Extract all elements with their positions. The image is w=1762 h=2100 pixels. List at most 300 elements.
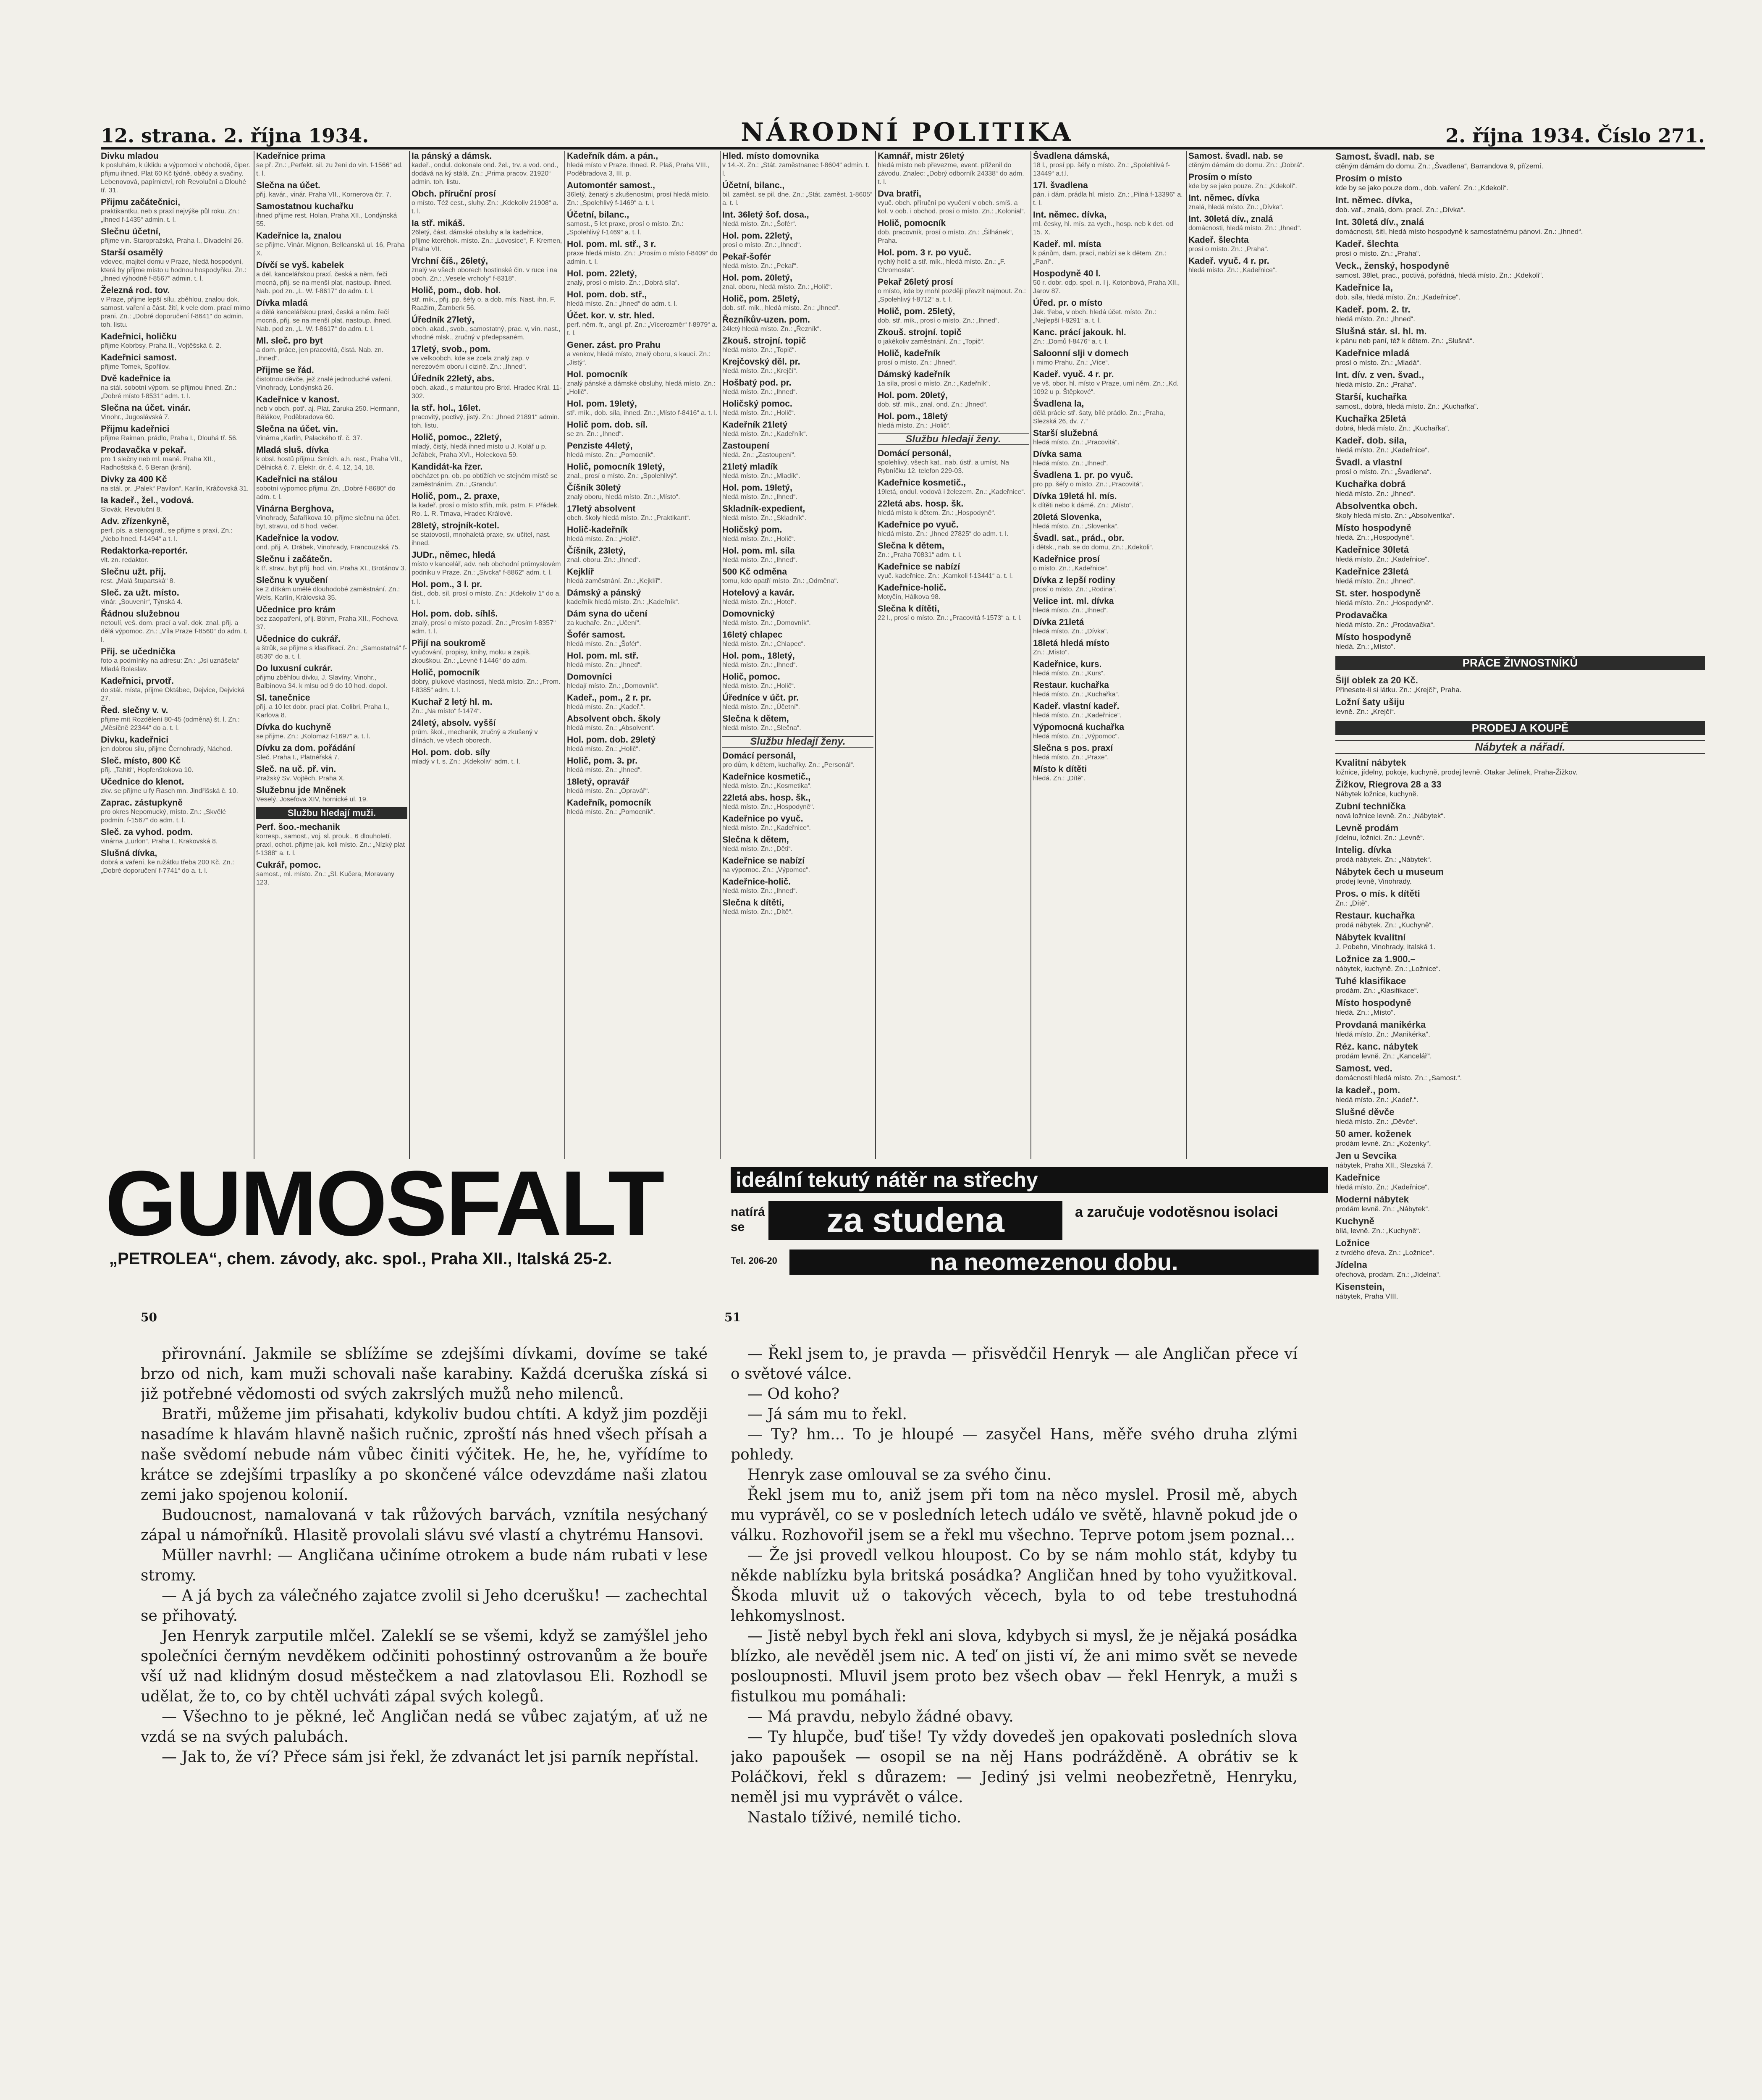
classified-entry bbox=[1335, 1041, 1705, 1060]
entry-body: rychlý holič a stř. mík., hledá místo. Zn.: „F. Chromosta“. bbox=[878, 258, 1006, 274]
classified-entry bbox=[256, 605, 407, 632]
story-paragraph: — Řekl jsem to, je pravda — přisvědčil Henryk — ale Angličan přece ví o světové válce. bbox=[731, 1345, 1298, 1383]
entry-body: k posluhám, k úklidu a výpomoci v obchodě, čiper. přijmu ihned. Plat 60 Kč týdně, obědy a svačiny. Lebenovová, papírnictví, roh Revoluční a Dlouhé tř. 31. bbox=[101, 162, 250, 194]
entry-heading: Int. němec. dívka, bbox=[1033, 210, 1107, 220]
entry-heading: Švadl. sat., prád., obr. bbox=[1033, 533, 1125, 543]
entry-body: v Praze, přijme lepší sílu, zběhlou, znalou dok. samost. vaření a část. žití, k vele dom. prací mimo prani. Zn.: „Dobré doporučení f-8641“ do admin. toh. listu. bbox=[101, 296, 250, 328]
entry-body: dob. stř. mík., hledá místo. Zn.: „Ihned“. bbox=[722, 304, 840, 312]
ad-line-two bbox=[731, 1201, 1323, 1243]
classified-entry bbox=[412, 748, 563, 766]
classified-entry bbox=[101, 403, 252, 422]
entry-heading: Ia kadeř., žel., vodová. bbox=[101, 496, 194, 505]
classified-entry bbox=[412, 697, 563, 716]
classified-entry bbox=[878, 520, 1029, 538]
entry-heading: Kadeřnice 23letá bbox=[1335, 566, 1409, 577]
entry-body: hledá místo. Zn.: „Výpomoc“. bbox=[1033, 733, 1120, 740]
entry-heading: Hol. pom. dob. síhlš. bbox=[412, 609, 498, 619]
entry-body: Vinárna „Karlín, Palackého tř. č. 37. bbox=[256, 435, 362, 442]
entry-body: ořechová, prodám. Zn.: „Jídelna“. bbox=[1335, 1270, 1441, 1278]
classified-entry bbox=[567, 693, 718, 711]
classified-entry bbox=[412, 668, 563, 695]
entry-body: hledá. Zn.: „Zastoupení“. bbox=[722, 452, 796, 459]
entry-heading: Úředník 22letý, abs. bbox=[412, 374, 495, 383]
classified-entry bbox=[1335, 954, 1705, 973]
entry-body: prodá nábytek. Zn.: „Kuchyně“. bbox=[1335, 921, 1434, 929]
entry-body: obcházet pn. ob. po obtížích ve stejném místě se zaměstnáním. Zn.: „Grandu“. bbox=[412, 472, 558, 488]
story-paragraph: — Že jsi provedl velkou hloupost. Co by se nám mohlo stát, kdyby tu někde nablízku byla britská posádka? Angličan hned by toho využitkoval. Škoda mluvit už o takových věcech, byla to od tebe trestuhodná lehkomyslnost. bbox=[731, 1547, 1298, 1625]
entry-heading: Levně prodám bbox=[1335, 823, 1399, 833]
classified-entry bbox=[722, 546, 873, 564]
ad-column bbox=[1033, 151, 1184, 1252]
entry-body: vdovec, majitel domu v Praze, hledá hospodyni, která by přijme místo u hodnou hospodyňku. Zn.: „Ihned výhodně f-8567“ admin. t. l. bbox=[101, 258, 246, 282]
entry-heading: Holič, pom., dob. hol. bbox=[412, 286, 501, 295]
entry-body: a dél. kancelářskou praxí, česká a něm. řeči mocná, přij. se na menší plat, nastoup. ihned. Nab. pod zn. „L. W. f-8617“ do adm. t. l. bbox=[256, 271, 392, 295]
entry-body: Vinohr., Jugoslávská 7. bbox=[101, 414, 170, 421]
entry-body: 1a síla, prosí o místo. Zn.: „Kadeřník“. bbox=[878, 380, 991, 387]
classified-entry bbox=[1033, 370, 1184, 396]
entry-heading: Sleč. za užt. místo. bbox=[101, 588, 179, 598]
classified-entry bbox=[101, 588, 252, 606]
entry-heading: 22letá abs. hosp. šk., bbox=[722, 793, 811, 803]
classified-entry bbox=[722, 714, 873, 732]
classified-entry bbox=[101, 197, 252, 224]
entry-heading: Holič, pom., 2. praxe, bbox=[412, 491, 500, 501]
entry-heading: Ia stř. hol., 16let. bbox=[412, 403, 481, 413]
classified-entry bbox=[412, 609, 563, 636]
entry-body: foto a podmínky na adresu: Zn.: „Jsi uznášela“ Mladá Boleslav. bbox=[101, 657, 239, 673]
entry-body: dob. stř. mík., prosí o místo. Zn.: „Ihned“. bbox=[878, 317, 999, 324]
column-divider bbox=[409, 151, 410, 1252]
entry-body: čistotnou děvče, jež znalé jednoduché vaření. Vinohrady, Londýnská 26. bbox=[256, 376, 392, 391]
entry-heading: Kadeřnice bbox=[1335, 1172, 1380, 1183]
entry-heading: Jídelna bbox=[1335, 1260, 1367, 1270]
classified-entry bbox=[101, 517, 252, 543]
entry-heading: Dívka mladá bbox=[256, 298, 308, 308]
entry-heading: Přijmu kadeřnici bbox=[101, 424, 170, 434]
entry-body: hledá místo. Zn.: „Děti“. bbox=[722, 845, 793, 853]
entry-heading: Krejčovský děl. pr. bbox=[722, 357, 800, 367]
entry-body: hledá místo. Zn.: „Kadeřnice“. bbox=[1188, 267, 1277, 274]
classified-entry bbox=[412, 315, 563, 342]
classified-entry bbox=[1033, 596, 1184, 615]
entry-body: hledá místo neb převezme, event. přiženil do závodu. Znalec: „Dobrý odborník 24338“ do adm. t. l. bbox=[878, 162, 1024, 186]
entry-body: hledá. Zn.: „Hospodyně“. bbox=[1335, 533, 1414, 541]
entry-body: k tř. strav., byt příj. hod. vin. Praha XI., Brotánov 3. bbox=[256, 565, 406, 572]
entry-body: hledá místo. Zn.: „Ihned“. bbox=[722, 887, 797, 895]
column-divider bbox=[1186, 151, 1187, 1252]
entry-heading: Hol. pom. 3 r. po vyuč. bbox=[878, 248, 971, 257]
entry-body: Motyčín, Hálkova 98. bbox=[878, 593, 941, 601]
classified-entry bbox=[1335, 501, 1705, 520]
entry-heading: Kadeřnice prosí bbox=[1033, 554, 1100, 564]
entry-heading: Holič, pom. 25letý, bbox=[722, 294, 800, 304]
classified-entry bbox=[722, 273, 873, 291]
entry-heading: Dívka do kuchyně bbox=[256, 722, 331, 732]
entry-heading: Úřed. pr. o místo bbox=[1033, 298, 1103, 308]
entry-heading: Saloonní slji v domech bbox=[1033, 349, 1129, 358]
classified-entry bbox=[1335, 1063, 1705, 1082]
entry-heading: Holič, pomocník 19letý, bbox=[567, 462, 665, 472]
entry-body: Zn.: „Praha 70831“ adm. t. l. bbox=[878, 551, 962, 559]
classified-entry bbox=[1335, 479, 1705, 498]
masthead: NÁRODNÍ POLITIKA bbox=[741, 118, 1074, 147]
classified-entry bbox=[1335, 151, 1705, 171]
classified-entry bbox=[1033, 349, 1184, 367]
entry-body: Sleč. Praha I., Platnéřská 7. bbox=[256, 754, 340, 761]
entry-heading: Řádnou služebnou bbox=[101, 609, 180, 619]
entry-heading: Účetní, bilanc., bbox=[567, 210, 629, 220]
entry-body: domácnosti, hledá místo. Zn.: „Ihned“. bbox=[1188, 225, 1302, 232]
entry-heading: Slečna s pos. praxí bbox=[1033, 743, 1113, 753]
entry-body: vyuč. kadeřnice. Zn.: „Kamkoli f-13441“ a. t. l. bbox=[878, 572, 1013, 580]
entry-heading: Učednice do cukrář. bbox=[256, 634, 341, 644]
classified-entry bbox=[567, 651, 718, 669]
entry-body: přijme Tomek, Spořilov. bbox=[101, 363, 170, 370]
classified-entry bbox=[1033, 701, 1184, 720]
classified-entry bbox=[1335, 779, 1705, 798]
classified-entry bbox=[101, 151, 252, 195]
entry-body: Vinohrady, Šafaříkova 10, přijme slečnu na účet. byt, stravu, od 8 hod. večer. bbox=[256, 514, 400, 530]
entry-heading: 28letý, strojník-kotel. bbox=[412, 521, 499, 530]
classified-entry bbox=[567, 672, 718, 690]
entry-body: přijme mít Rozdělení 80-45 (odměna) št. l. Zn.: „Měsíčně 22344“ do a. t. l. bbox=[101, 716, 240, 732]
entry-body: hledá místo. Zn.: „Hospodyně“. bbox=[1335, 599, 1434, 607]
entry-body: pro 1 slečny neb ml. maně. Praha XII., Radhoštská č. 6 Beran (kráni). bbox=[101, 456, 215, 471]
entry-body: hledá místo. Zn.: „Šofér“. bbox=[722, 220, 797, 228]
classified-entry bbox=[722, 751, 873, 769]
classified-entry bbox=[1335, 304, 1705, 323]
entry-heading: Kadeřnice v kanost. bbox=[256, 395, 340, 404]
entry-heading: Slečna k dětem, bbox=[722, 714, 789, 724]
entry-body: znal., prosí o místo. Zn.: „Spolehlivý“. bbox=[567, 472, 678, 480]
classified-entry bbox=[878, 499, 1029, 517]
entry-heading: Mladá sluš. dívka bbox=[256, 445, 329, 455]
entry-body: hledá místo. Zn.: „Kuchařka“. bbox=[1033, 691, 1120, 698]
entry-heading: Automontér samost., bbox=[567, 181, 656, 190]
entry-heading: Ml. sleč. pro byt bbox=[256, 336, 323, 346]
classified-entry bbox=[1335, 910, 1705, 929]
classified-entry bbox=[722, 693, 873, 711]
entry-heading: Kadeřnice 30letá bbox=[1335, 544, 1409, 555]
entry-body: hledá místo. Zn.: „Pracovitá“. bbox=[1033, 439, 1120, 446]
entry-heading: 21letý mladík bbox=[722, 462, 778, 472]
classified-entry bbox=[412, 218, 563, 254]
entry-body: samost., 5 let praxe, prosí o místo. Zn.: „Spolehlivý f-1469“ a. t. l. bbox=[567, 220, 684, 236]
entry-heading: Starší, kuchařka bbox=[1335, 391, 1407, 402]
section-heading: Službu hledají ženy. bbox=[878, 433, 1029, 445]
ad-za-studena: za studena bbox=[768, 1201, 1062, 1240]
classified-entry bbox=[412, 491, 563, 518]
classified-entry bbox=[878, 604, 1029, 622]
classified-entry bbox=[256, 533, 407, 552]
entry-body: Přinesete-li si látku. Zn.: „Krejčí“, Praha. bbox=[1335, 686, 1462, 694]
entry-body: ond. přij. A. Drábek, Vinohrady, Francouzská 75. bbox=[256, 544, 400, 551]
entry-body: hledá místo. Zn.: „Holič“. bbox=[567, 746, 640, 753]
entry-heading: Kadeř. pom. 2. tr. bbox=[1335, 304, 1411, 315]
entry-body: nábytek, Praha XII., Slezská 7. bbox=[1335, 1161, 1433, 1169]
entry-heading: Perf. šoo.-mechanik bbox=[256, 822, 340, 832]
classified-entry bbox=[256, 785, 407, 804]
entry-heading: Dívčí se vyš. kabelek bbox=[256, 260, 344, 270]
classified-entry bbox=[878, 189, 1029, 216]
entry-body: hledá místo. Zn.: „Ihned“. bbox=[1335, 577, 1415, 585]
classified-entry bbox=[412, 638, 563, 665]
entry-heading: Dám syna do učení bbox=[567, 609, 648, 619]
entry-body: hledá místo. Zn.: „Dítě“. bbox=[722, 908, 793, 916]
entry-heading: Do luxusní cukrár. bbox=[256, 664, 333, 673]
entry-heading: Domácí personál, bbox=[878, 449, 952, 458]
entry-body: nábytek, kuchyně. Zn.: „Ložnice“. bbox=[1335, 965, 1441, 973]
page-header bbox=[101, 113, 1705, 150]
entry-body: hledá místo. Zn.: „Ihned“. bbox=[1335, 315, 1415, 323]
entry-body: hledá. Zn.: „Dítě“. bbox=[1033, 775, 1086, 782]
entry-body: i dětsk., nab. se do domu, Zn.: „Kdekoli“. bbox=[1033, 544, 1154, 551]
classified-entry bbox=[256, 202, 407, 228]
classified-entry bbox=[722, 898, 873, 916]
ad-column bbox=[256, 151, 407, 1252]
classified-entry bbox=[412, 462, 563, 489]
classified-entry bbox=[1033, 210, 1184, 237]
classified-entry bbox=[1335, 326, 1705, 345]
classified-entry bbox=[1033, 449, 1184, 468]
entry-body: domácnosti hledá místo. Zn.: „Samost.“. bbox=[1335, 1074, 1462, 1082]
entry-body: kde by se jako pouze. Zn.: „Kdekoli“. bbox=[1188, 183, 1297, 190]
entry-body: vinárna „Lurlon“, Praha I., Krakovská 8. bbox=[101, 838, 218, 845]
classified-entry bbox=[567, 504, 718, 522]
classified-entry bbox=[722, 336, 873, 354]
entry-body: hledá místo. Zn.: „Holič“. bbox=[878, 422, 951, 429]
entry-body: domácnosti, šití, hledá místo hospodyně k samostatnému pánovi. Zn.: „Ihned“. bbox=[1335, 228, 1583, 236]
entry-body: hledá místo. Zn.: „Pekař“. bbox=[722, 262, 798, 270]
story-paragraph: — Všechno to je pěkné, leč Angličan nedá se vůbec zajatým, ať už ne vzdá se na svých palubách. bbox=[141, 1708, 708, 1746]
classified-entry bbox=[256, 743, 407, 762]
entry-heading: Kadeř. vlastní kadeř. bbox=[1033, 701, 1120, 711]
entry-body: stř. mík., dob. síla, ihned. Zn.: „Místo f-8416“ a. t. l. bbox=[567, 410, 718, 417]
entry-body: prodám levně. Zn.: „Kancelář“. bbox=[1335, 1052, 1432, 1060]
entry-heading: Učednice pro krám bbox=[256, 605, 336, 614]
entry-heading: Hotelový a kavár. bbox=[722, 588, 794, 598]
entry-body: hledá místo. Zn.: „Absolvent“. bbox=[567, 724, 655, 732]
classified-entry bbox=[1033, 298, 1184, 325]
entry-heading: Kadeř. dob. síla, bbox=[1335, 435, 1407, 446]
entry-body: pro pp. šéfy o místo. Zn.: „Pracovitá“. bbox=[1033, 481, 1144, 488]
classified-entry bbox=[722, 504, 873, 522]
entry-body: korresp., samost., voj. sl. prouk., 6 dlouholetí. praxí, ochot. přijme jak. koli místo. Zn.: „Nízký plat f-1388“ a. t. l. bbox=[256, 833, 405, 857]
entry-body: hledá místo. Zn.: „Holič“. bbox=[567, 536, 640, 543]
entry-heading: Kuchař 2 letý hl. m. bbox=[412, 697, 493, 707]
entry-heading: Int. 30letá dív., znalá bbox=[1188, 214, 1273, 224]
entry-heading: Kadeřnice prima bbox=[256, 151, 325, 161]
entry-heading: Prosím o místo bbox=[1188, 172, 1252, 182]
ad-column bbox=[101, 151, 252, 1252]
entry-body: místo v kancelář, adv. neb obchodní průmyslovém podniku v Praze. Zn.: „Sivcka“ f-8862“ adm. t. l. bbox=[412, 561, 561, 576]
classified-entry bbox=[722, 357, 873, 375]
classified-entry bbox=[1033, 638, 1184, 657]
classified-entry bbox=[722, 588, 873, 606]
classified-entry bbox=[256, 298, 407, 333]
classified-entry bbox=[567, 239, 718, 266]
classified-entry bbox=[878, 328, 1029, 346]
entry-heading: 18letý, opravář bbox=[567, 777, 629, 787]
entry-body: dobry, plukové vlastnosti, hledá místo. Zn.: „Prom. f-8385“ adm. t. l. bbox=[412, 678, 561, 694]
classified-entry bbox=[722, 181, 873, 207]
entry-body: hledá místo. Zn.: „Ihned“. bbox=[722, 662, 797, 669]
entry-heading: Slečna k dětem, bbox=[722, 835, 789, 845]
classified-entry bbox=[878, 449, 1029, 475]
classified-entry bbox=[1335, 610, 1705, 629]
classified-entry bbox=[722, 877, 873, 895]
entry-heading: Kadeřnice la vodov. bbox=[256, 533, 339, 543]
classified-entry bbox=[1335, 801, 1705, 820]
classified-entry bbox=[256, 634, 407, 661]
classified-entry bbox=[567, 210, 718, 237]
entry-heading: Ložní šaty ušiju bbox=[1335, 697, 1405, 707]
classified-entry bbox=[101, 286, 252, 329]
entry-body: hledá místo. Zn.: „Holič“. bbox=[722, 682, 796, 690]
entry-body: obch. akad., svob., samostatný, prac. v, vín. nast., vhodné mlsk., zručný v předepsaném. bbox=[412, 326, 561, 341]
entry-heading: Dívku za dom. pořádání bbox=[256, 743, 355, 753]
header-left: 12. strana. 2. října 1934. bbox=[101, 124, 369, 147]
entry-heading: Holičský pomoc. bbox=[722, 399, 792, 409]
ad-column bbox=[412, 151, 563, 1252]
classified-entry bbox=[256, 336, 407, 363]
story-paragraph: — Ty hlupče, buď tiše! Ty vždy dovedeš jen opakovati posledních slova jako papoušek — osopil se na něj Hans podrážděně. A obrátiv se k Poláčkovi, řekl s důrazem: — Jediný jsi velmi neobezřetně, Henryku, neměl jsi mu vyprávět o válce. bbox=[731, 1728, 1298, 1806]
entry-heading: Kandidát-ka řzer. bbox=[412, 462, 483, 472]
story-paragraph: Henryk zase omlouval se za svého činu. bbox=[747, 1466, 1052, 1483]
entry-body: přijmu zběhlou dívku, J. Slavíny, Vinohr., Balbínova 34. k mlsu od 9 do 10 hod. dopol. bbox=[256, 674, 388, 690]
entry-body: praxe hledá místo. Zn.: „Prosím o místo f-8409“ do admin. t. l. bbox=[567, 250, 718, 265]
story-paragraph: — Já sám mu to řekl. bbox=[747, 1406, 907, 1423]
classified-entry bbox=[412, 286, 563, 312]
entry-body: hledá místo. Zn.: „Opravář“. bbox=[567, 788, 650, 795]
classified-entry bbox=[567, 714, 718, 732]
entry-heading: Kadeřnice po vyuč. bbox=[878, 520, 959, 530]
entry-heading: Hol. pom. ml. stř., 3 r. bbox=[567, 239, 656, 249]
entry-heading: Obch. příruční prosí bbox=[412, 189, 496, 199]
entry-body: o místo, kde by mohl později převzít najmout. Zn.: „Spolehlivý f-8712“ a. t. l. bbox=[878, 288, 1026, 303]
entry-heading: Cukrář, pomoc. bbox=[256, 860, 321, 870]
entry-body: hledá místo. Zn.: „Domovník“. bbox=[722, 620, 811, 627]
entry-heading: 16letý chlapec bbox=[722, 630, 783, 640]
classified-entry bbox=[1335, 1281, 1705, 1301]
entry-body: samost., dobrá, hledá místo. Zn.: „Kuchařka“. bbox=[1335, 402, 1479, 410]
classified-entry bbox=[101, 374, 252, 401]
entry-heading: Kvalitní nábytek bbox=[1335, 757, 1406, 768]
entry-heading: Kadeřnice mladá bbox=[1335, 348, 1410, 358]
entry-heading: Kadeřník, pomocník bbox=[567, 798, 651, 808]
classified-entry bbox=[1335, 675, 1705, 694]
entry-heading: Pekař 26letý prosí bbox=[878, 277, 953, 287]
entry-heading: Kadeř. šlechta bbox=[1188, 235, 1249, 245]
story-paragraph: přirovnání. Jakmile se sblížíme se zdejšími dívkami, dovíme se také brzo od nich, kam muži schovali naše karabiny. Každá dceruška získá si již potřebné vědomosti od svých zakrslých mužů neho milenců. bbox=[141, 1345, 708, 1403]
entry-heading: Intelig. dívka bbox=[1335, 845, 1392, 855]
classified-entry bbox=[1188, 151, 1340, 170]
right-ad-column bbox=[1335, 151, 1705, 2100]
entry-body: do stál. místa, přijme Oktábec, Dejvice, Dejvická 27. bbox=[101, 687, 245, 702]
classified-entry bbox=[1033, 659, 1184, 678]
header-right: 2. října 1934. Číslo 271. bbox=[1445, 124, 1705, 147]
entry-heading: Divky za 400 Kč bbox=[101, 475, 167, 484]
entry-heading: 50 amer. koženek bbox=[1335, 1129, 1412, 1139]
entry-heading: Sleč. místo, 800 Kč bbox=[101, 756, 181, 766]
entry-body: přij. kavár., vinár. Praha VII., Kornerova čtr. 7. bbox=[256, 191, 391, 198]
classified-entry bbox=[1033, 181, 1184, 207]
entry-body: hledá místo. Zn.: „Hotel“. bbox=[722, 598, 797, 606]
entry-body: přijme Raiman, prádlo, Praha I., Dlouhá tř. 56. bbox=[101, 435, 238, 442]
entry-heading: Kuchyně bbox=[1335, 1216, 1374, 1226]
classified-entry bbox=[101, 735, 252, 753]
ad-brand: GUMOSFALT bbox=[105, 1152, 663, 1255]
classified-entry bbox=[256, 664, 407, 690]
entry-heading: Sl. tanečnice bbox=[256, 693, 310, 703]
entry-body: dobrá, hledá místo. Zn.: „Kuchařka“. bbox=[1335, 424, 1450, 432]
entry-heading: Kadeřnice Ia, znalou bbox=[256, 231, 342, 241]
entry-body: a venkov, hledá místo, znalý oboru, s kaucí. Zn.: „Jistý“. bbox=[567, 351, 711, 366]
entry-heading: Zkouš. strojní. topič bbox=[722, 336, 806, 346]
entry-body: hledá místo. Zn.: „Dívka“. bbox=[1033, 628, 1109, 635]
entry-body: la kadeř. prosí o místo stfih, mík. pstm. F. Přádek. Ro. 1. R. Trnava, Hradec Králové. bbox=[412, 502, 559, 517]
classified-entry bbox=[567, 588, 718, 606]
entry-heading: Pros. o mís. k dítěti bbox=[1335, 888, 1420, 899]
ad-column bbox=[722, 151, 873, 1252]
entry-body: o místo. Zn.: „Kadeřnice“. bbox=[1033, 565, 1109, 572]
classified-entry bbox=[256, 365, 407, 392]
entry-heading: Nábytek čech u museum bbox=[1335, 866, 1444, 877]
entry-body: hledá místo. Zn.: „Mladík“. bbox=[722, 472, 800, 480]
classified-entry bbox=[1335, 1172, 1705, 1192]
entry-body: za kuchaře. Zn.: „Učení“. bbox=[567, 620, 641, 627]
entry-body: neb v obch. potř. aj. Plat. Zaruka 250. Hermann, Bělákov, Poděbradova 60. bbox=[256, 405, 400, 421]
entry-heading: Int. 30letá dív., znalá bbox=[1335, 217, 1424, 227]
classified-entry bbox=[722, 772, 873, 790]
ad-natira-se: natírá se bbox=[731, 1205, 765, 1234]
classified-entry bbox=[722, 252, 873, 270]
classified-entry bbox=[1335, 588, 1705, 607]
classified-entry bbox=[722, 399, 873, 417]
entry-heading: Hled. místo domovnika bbox=[722, 151, 819, 161]
entry-heading: Kadeřnice kosmetič., bbox=[722, 772, 811, 782]
entry-heading: Dívka 19letá hl. mís. bbox=[1033, 491, 1117, 501]
entry-body: hledá místo. Zn.: „Holič“. bbox=[722, 410, 796, 417]
entry-heading: Hol. pomocník bbox=[567, 370, 628, 379]
classified-entry bbox=[256, 260, 407, 296]
classified-entry bbox=[256, 554, 407, 573]
classified-entry bbox=[256, 575, 407, 602]
classified-entry bbox=[567, 798, 718, 816]
classified-entry bbox=[256, 231, 407, 258]
classified-entry bbox=[1335, 932, 1705, 951]
entry-body: zkv. se přijme u fy Rasch mn. Jindřišská č. 10. bbox=[101, 788, 238, 795]
classified-entry bbox=[101, 777, 252, 795]
entry-heading: Jen u Sevcika bbox=[1335, 1150, 1397, 1161]
classified-entry bbox=[256, 475, 407, 501]
classified-entry bbox=[1335, 282, 1705, 302]
classified-entry bbox=[101, 496, 252, 514]
classified-entry bbox=[1335, 1216, 1705, 1235]
classified-entry bbox=[1033, 764, 1184, 783]
entry-body: hledá místo. Zn.: „Kadeřník“. bbox=[722, 430, 808, 438]
entry-heading: Hol. pom. dob. stř., bbox=[567, 290, 647, 299]
entry-heading: Int. němec. dívka bbox=[1188, 193, 1260, 203]
classified-entry bbox=[256, 181, 407, 199]
classified-entry bbox=[1335, 976, 1705, 995]
entry-body: hledá zaměstnání. Zn.: „Kejklíř“. bbox=[567, 578, 662, 585]
entry-heading: Absolventka obch. bbox=[1335, 501, 1418, 511]
entry-heading: Prodavačka bbox=[1335, 610, 1387, 620]
entry-body: bil. zaměst. se pil. dne. Zn.: „Stát. zaměst. 1-8605“ a. t. l. bbox=[722, 191, 873, 207]
classified-entry bbox=[256, 151, 407, 178]
classified-entry bbox=[1335, 888, 1705, 908]
